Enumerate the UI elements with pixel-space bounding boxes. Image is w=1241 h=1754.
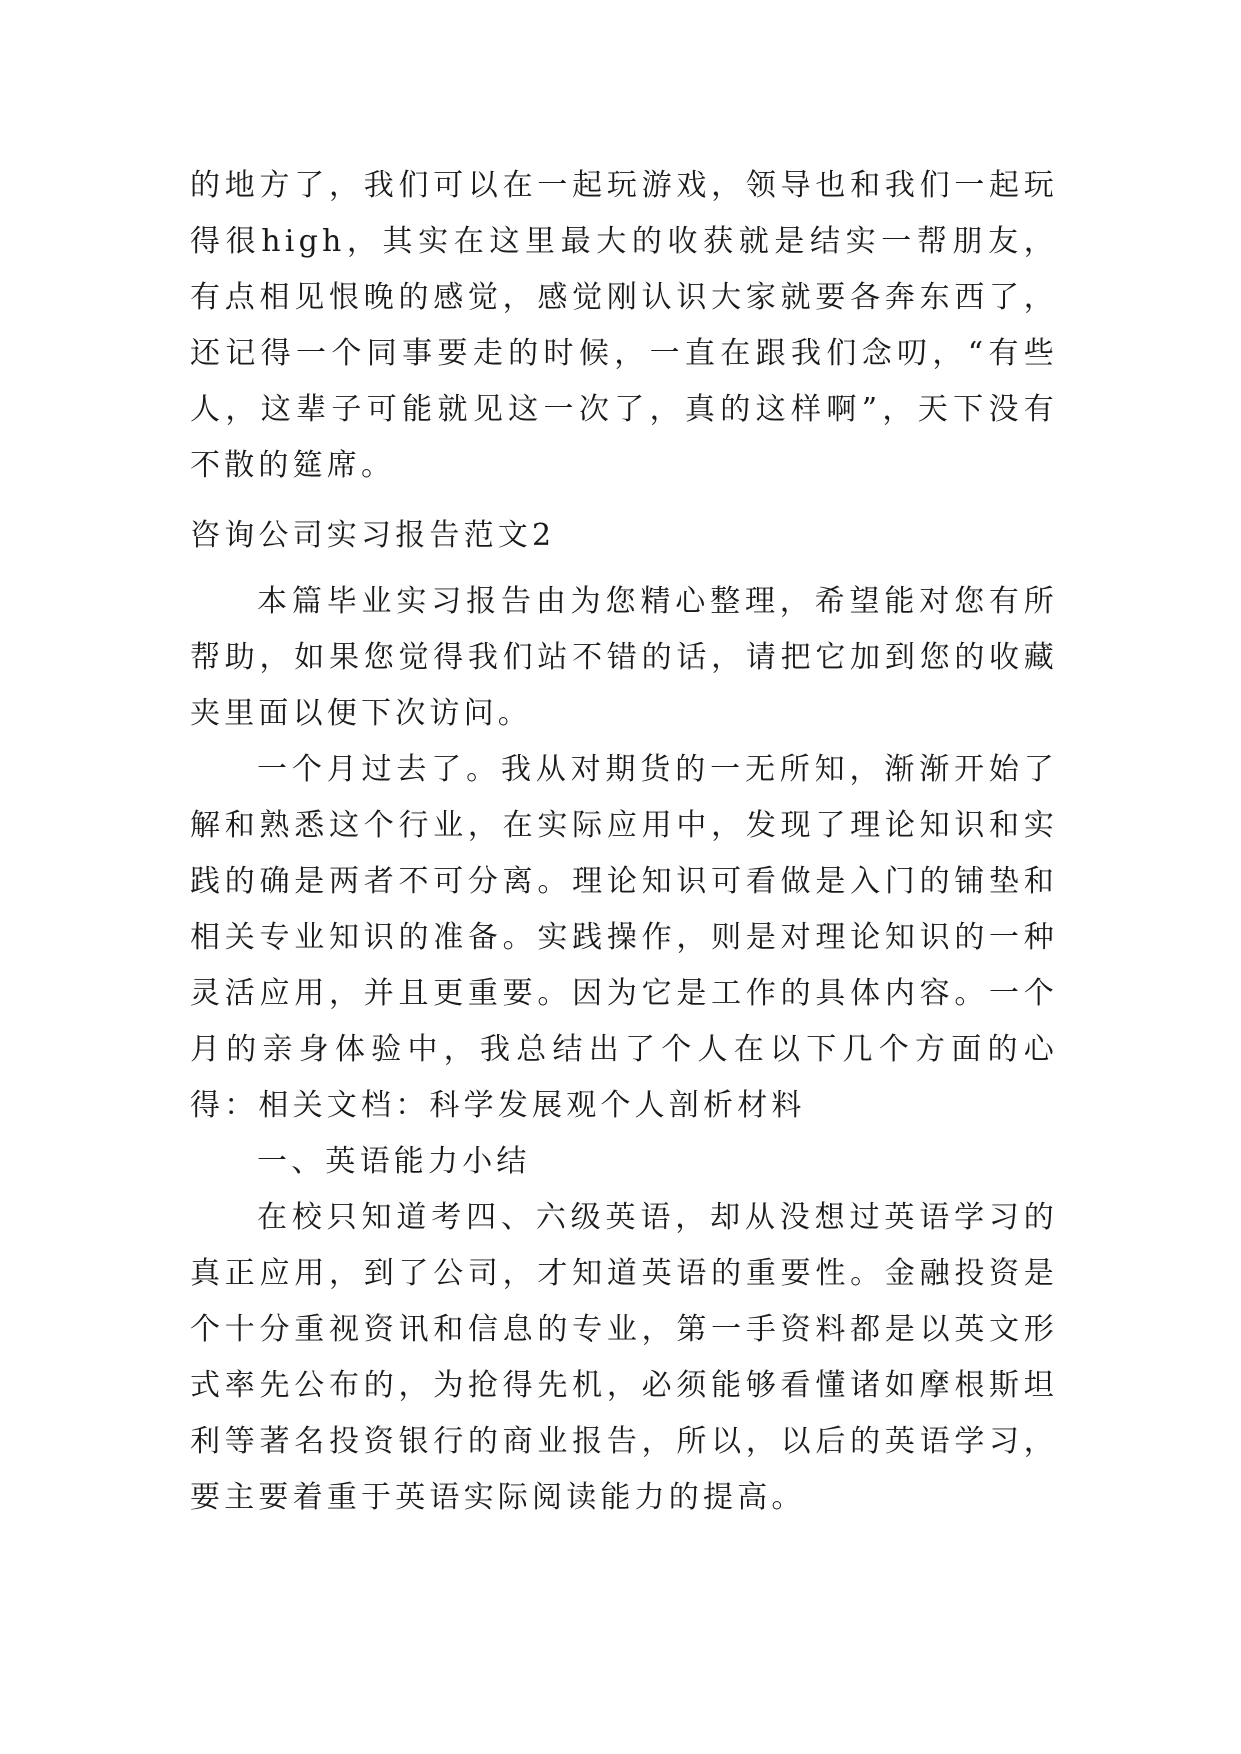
section-heading: 咨询公司实习报告范文2 — [190, 518, 556, 553]
paragraph-text: 的地方了，我们可以在一起玩游戏，领导也和我们一起玩得很high，其实在这里最大的收获就是结实一帮朋友，有点相见恨晚的感觉，感觉刚认识大家就要各奔东西了，还记得一个同事要走的时候，一直在跟我们念叨，“有些人，这辈子可能就见这一次了，真的这样啊”，天下没有不散的筵席。 — [190, 168, 1058, 483]
paragraph-intro: 本篇毕业实习报告由为您精心整理，希望能对您有所帮助，如果您觉得我们站不错的话，请把它加到您的收藏夹里面以便下次访问。 — [190, 584, 1058, 731]
body-paragraphs — [190, 574, 1058, 1526]
continuation-paragraph — [190, 158, 1058, 494]
paragraph-english: 在校只知道考四、六级英语，却从没想过英语学习的真正应用，到了公司，才知道英语的重要性。金融投资是个十分重视资讯和信息的专业，第一手资料都是以英文形式率先公布的，为抢得先机，必须能够看懂诸如摩根斯坦利等著名投资银行的商业报告，所以，以后的英语学习，要主要着重于英语实际阅读能力的提高。 — [190, 1200, 1058, 1515]
paragraph-experience: 一个月过去了。我从对期货的一无所知，渐渐开始了解和熟悉这个行业，在实际应用中，发现了理论知识和实践的确是两者不可分离。理论知识可看做是入门的铺垫和相关专业知识的准备。实践操作，则是对理论知识的一种灵活应用，并且更重要。因为它是工作的具体内容。一个月的亲身体验中，我总结出了个人在以下几个方面的心得：相关文档：科学发展观个人剖析材料 — [190, 752, 1058, 1123]
subheading-english-ability: 一、英语能力小结 — [257, 1144, 531, 1179]
